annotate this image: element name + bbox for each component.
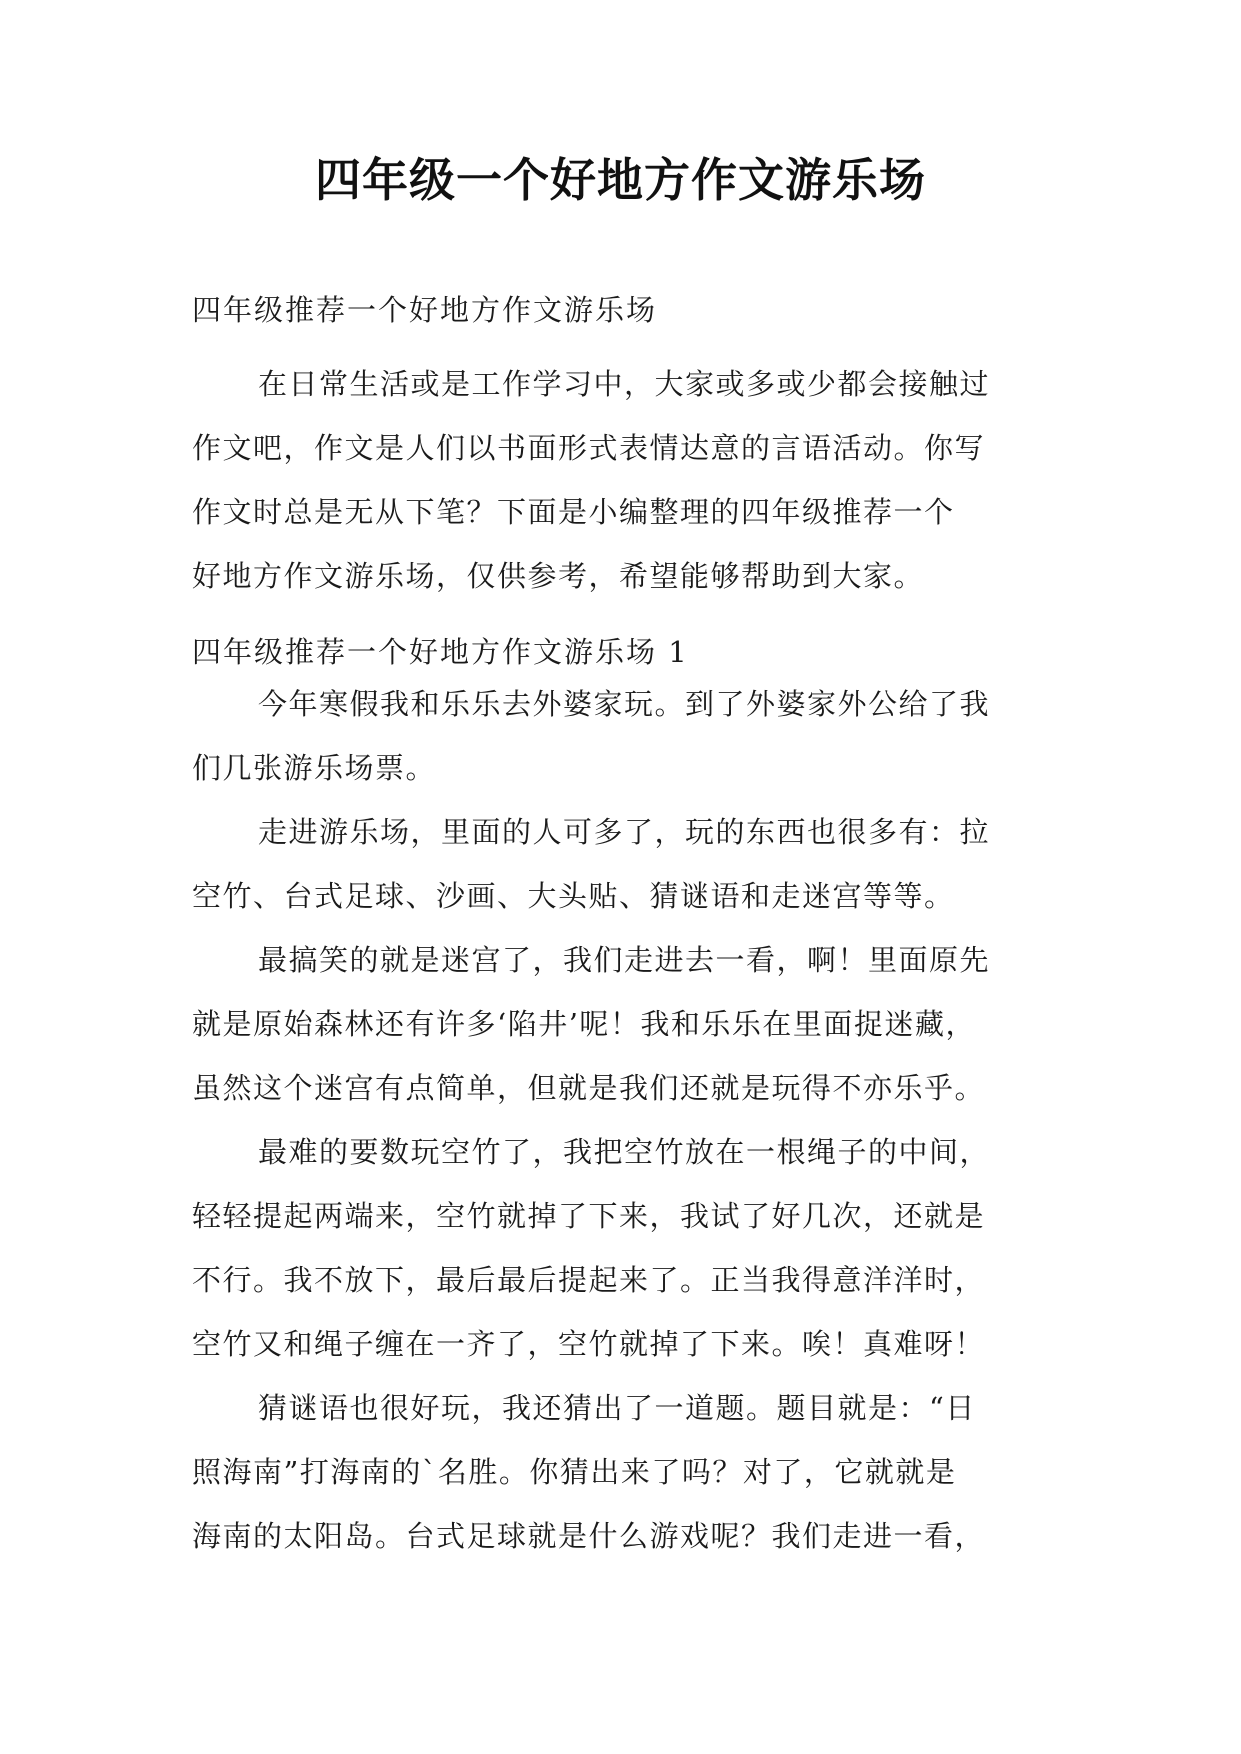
paragraph-line: 最难的要数玩空竹了，我把空竹放在一根绳子的中间， xyxy=(258,1135,991,1169)
essay-body xyxy=(192,672,1054,1568)
paragraph-line: 作文时总是无从下笔？下面是小编整理的四年级推荐一个 xyxy=(192,495,955,529)
paragraph-line: 不行。我不放下，最后最后提起来了。正当我得意洋洋时， xyxy=(192,1263,986,1297)
section-heading: 四年级推荐一个好地方作文游乐场 1 xyxy=(192,635,689,669)
paragraph-line: 空竹、台式足球、沙画、大头贴、猜谜语和走迷宫等等。 xyxy=(192,879,955,913)
paragraph-line: 作文吧，作文是人们以书面形式表情达意的言语活动。你写 xyxy=(192,431,986,465)
paragraph-line: 好地方作文游乐场，仅供参考，希望能够帮助到大家。 xyxy=(192,559,925,593)
document-subtitle: 四年级推荐一个好地方作文游乐场 xyxy=(192,293,658,327)
paragraph-line: 轻轻提起两端来，空竹就掉了下来，我试了好几次，还就是 xyxy=(192,1199,986,1233)
paragraph-line: 在日常生活或是工作学习中，大家或多或少都会接触过 xyxy=(258,367,991,401)
paragraph-line: 空竹又和绳子缠在一齐了，空竹就掉了下来。唉！真难呀！ xyxy=(192,1327,986,1361)
document-title: 四年级一个好地方作文游乐场 xyxy=(315,153,926,207)
paragraph-line: 猜谜语也很好玩，我还猜出了一道题。题目就是：“日 xyxy=(258,1391,976,1425)
paragraph-line: 照海南”打海南的`名胜。你猜出来了吗？对了，它就就是 xyxy=(192,1455,957,1489)
paragraph-line: 虽然这个迷宫有点简单，但就是我们还就是玩得不亦乐乎。 xyxy=(192,1071,986,1105)
paragraph-line: 海南的太阳岛。台式足球就是什么游戏呢？我们走进一看， xyxy=(192,1519,986,1553)
paragraph-line: 们几张游乐场票。 xyxy=(192,751,437,785)
paragraph-line: 今年寒假我和乐乐去外婆家玩。到了外婆家外公给了我 xyxy=(258,687,991,721)
paragraph-line: 走进游乐场，里面的人可多了，玩的东西也很多有：拉 xyxy=(258,815,991,849)
intro-paragraph xyxy=(192,352,1054,608)
paragraph-line: 最搞笑的就是迷宫了，我们走进去一看，啊！里面原先 xyxy=(258,943,991,977)
paragraph-line: 就是原始森林还有许多‘陷井’呢！我和乐乐在里面捉迷藏， xyxy=(192,1007,976,1041)
